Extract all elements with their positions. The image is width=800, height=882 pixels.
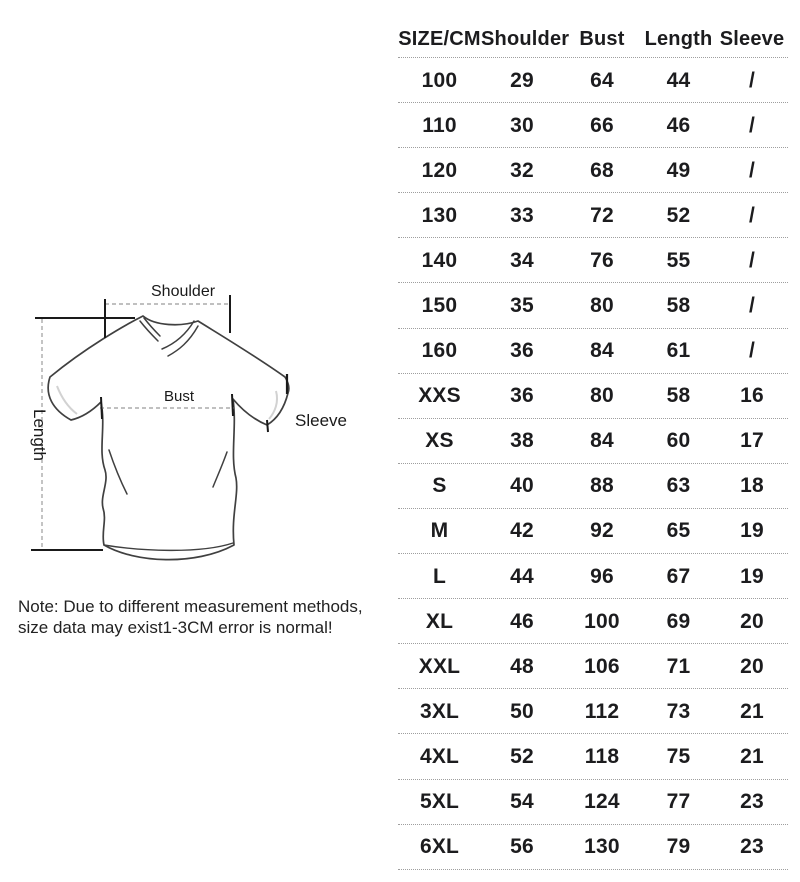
size-label: 100 [421,68,458,92]
size-label: L [432,564,447,588]
measurement-value: 52 [510,744,534,768]
measurement-value: / [748,203,756,227]
measurement-value: / [748,339,756,363]
tshirt-drawing [0,270,380,590]
measurement-value: 23 [740,790,764,814]
measurement-value: 23 [740,835,764,859]
measurement-value: 36 [510,339,534,363]
measurement-value: 63 [666,474,691,498]
header-length: Length [644,27,713,50]
table-row-130 [398,193,788,238]
table-row-150 [398,283,788,328]
measurement-value: 58 [666,294,691,318]
length-label: Length [30,409,49,461]
measurement-value: 48 [510,654,534,678]
shoulder-label: Shoulder [151,283,216,300]
measurement-value: 88 [590,474,614,498]
measurement-value: 56 [510,835,534,859]
bust-label: Bust [164,388,195,405]
table-row-110 [398,103,788,148]
measurement-value: 60 [666,429,691,453]
table-row-120 [398,148,788,193]
size-label: 3XL [419,699,460,723]
measurement-value: 72 [590,203,614,227]
measurement-value: 64 [590,68,614,92]
measurement-value: 16 [740,384,764,408]
measurement-value: 106 [584,654,620,678]
size-label: XS [425,429,454,453]
size-label: XL [425,609,454,633]
measurement-value: 34 [510,248,534,272]
measurement-value: 46 [666,113,691,137]
measurement-value: 67 [666,564,691,588]
bust-measure-tick-right [232,394,233,416]
header-size-cm: SIZE/CM [398,27,481,50]
measurement-value: 38 [510,429,534,453]
table-body [398,58,788,870]
size-label: 130 [421,203,458,227]
header-sleeve: Sleeve [719,27,785,50]
table-row-4xl [398,734,788,779]
measurement-value: 58 [666,384,691,408]
size-label: XXS [418,384,461,408]
table-row-160 [398,329,788,374]
size-label: 4XL [419,744,460,768]
measurement-value: 118 [584,744,620,768]
size-label: 5XL [419,790,460,814]
sleeve-label: Sleeve [295,411,347,430]
header-bust: Bust [579,27,625,50]
size-label: M [430,519,449,543]
measurement-value: 52 [666,203,691,227]
measurement-value: 55 [666,248,691,272]
table-row-6xl [398,825,788,870]
measurement-value: 49 [666,158,691,182]
measurement-value: 44 [510,564,534,588]
table-row-100 [398,58,788,103]
table-row-s [398,464,788,509]
measurement-value: 44 [666,68,691,92]
table-row-m [398,509,788,554]
table-header-row [398,20,788,58]
table-row-xs [398,419,788,464]
note-line-1: Note: Due to different measurement methods, [18,597,363,616]
measurement-value: 68 [590,158,614,182]
table-row-3xl [398,689,788,734]
measurement-value: 96 [590,564,614,588]
measurement-value: 124 [584,790,620,814]
measurement-value: 69 [666,609,691,633]
table-row-xxl [398,644,788,689]
table-row-l [398,554,788,599]
measurement-value: 19 [740,519,764,543]
size-label: 140 [421,248,458,272]
measurement-value: 75 [666,744,691,768]
size-label: 120 [421,158,458,182]
measurement-value: 19 [740,564,764,588]
measurement-value: 84 [590,339,614,363]
measurement-value: 20 [740,609,764,633]
measurement-value: / [748,248,756,272]
measurement-value: 79 [666,835,691,859]
measurement-value: 112 [584,699,620,723]
header-shoulder: Shoulder [481,27,570,50]
measurement-value: 76 [590,248,614,272]
measurement-value: 100 [584,609,620,633]
measurement-value: 29 [510,68,534,92]
measurement-value: 30 [510,113,534,137]
measurement-value: 20 [740,654,764,678]
measurement-value: 80 [590,384,614,408]
measurement-value: 65 [666,519,691,543]
table-row-140 [398,238,788,283]
measurement-value: 21 [740,744,764,768]
bust-measure-tick-left [101,397,102,419]
measurement-value: 40 [510,474,534,498]
note-line-2: size data may exist1-3CM error is normal! [18,618,333,637]
measurement-value: / [748,68,756,92]
measurement-value: / [748,113,756,137]
measurement-value: 130 [584,835,620,859]
measurement-value: 54 [510,790,534,814]
measurement-value: 71 [666,654,691,678]
table-row-xl [398,599,788,644]
size-label: 6XL [419,835,460,859]
measurement-value: 36 [510,384,534,408]
measurement-value: 80 [590,294,614,318]
measurement-value: 32 [510,158,534,182]
measurement-value: 73 [666,699,691,723]
size-label: S [432,474,447,498]
size-label: 150 [421,294,458,318]
measurement-value: 42 [510,519,534,543]
measurement-value: 17 [740,429,764,453]
table-row-xxs [398,374,788,419]
size-label: 160 [421,339,458,363]
size-label: 110 [422,113,457,137]
measurement-value: 21 [740,699,764,723]
size-table [398,20,788,870]
table-row-5xl [398,780,788,825]
measurement-value: 33 [510,203,534,227]
measurement-value: 77 [666,790,691,814]
measurement-value: 46 [510,609,534,633]
measurement-value: 92 [590,519,614,543]
measurement-value: / [748,294,756,318]
measurement-value: 35 [510,294,534,318]
size-label: XXL [418,654,461,678]
measurement-value: 66 [590,113,614,137]
note-text [18,596,363,638]
measurement-value: / [748,158,756,182]
tshirt-measurement-diagram [0,270,380,590]
measurement-value: 50 [510,699,534,723]
tshirt-body-outline [48,316,289,560]
sleeve-measure-tick-bottom [267,420,268,432]
measurement-value: 84 [590,429,614,453]
measurement-value: 18 [740,474,764,498]
measurement-value: 61 [666,339,691,363]
